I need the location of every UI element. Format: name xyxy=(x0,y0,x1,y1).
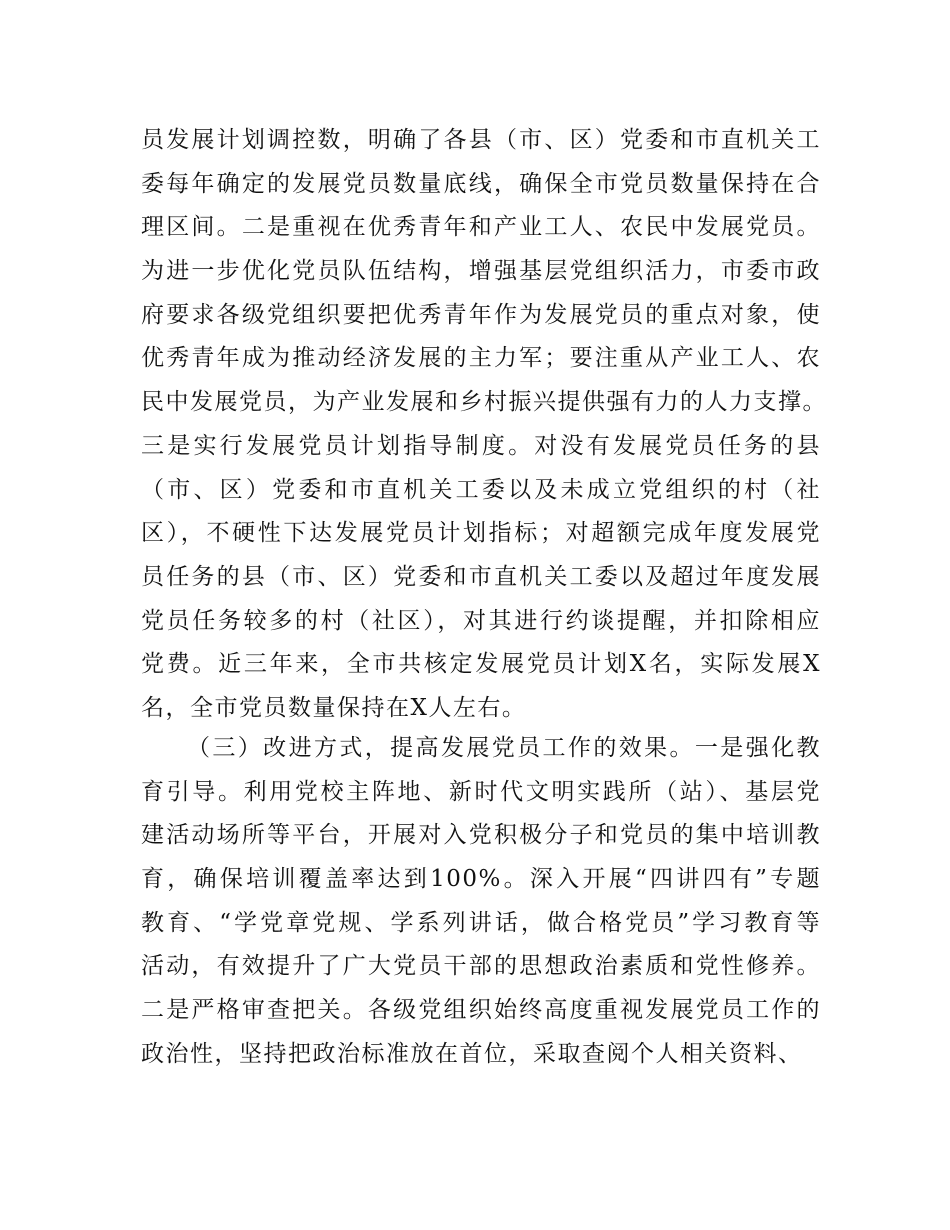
paragraph-2-line: 育，确保培训覆盖率达到100%。深入开展“四讲四有”专题 xyxy=(141,866,821,893)
paragraph-1-line: 党费。近三年来，全市共核定发展党员计划X名，实际发展X xyxy=(141,651,821,678)
paragraph-1-line: 名，全市党员数量保持在X人左右。 xyxy=(141,694,527,721)
paragraph-2-line: （三）改进方式，提高发展党员工作的效果。一是强化教 xyxy=(187,735,821,761)
paragraph-1-line: （市、区）党委和市直机关工委以及未成立党组织的村（社 xyxy=(141,476,821,503)
paragraph-2-line: 育引导。利用党校主阵地、新时代文明实践所（站）、基层党 xyxy=(141,778,821,805)
paragraph-2-line: 政治性，坚持把政治标准放在首位，采取查阅个人相关资料、 xyxy=(141,1040,803,1067)
paragraph-1-line: 委每年确定的发展党员数量底线，确保全市党员数量保持在合 xyxy=(141,170,821,197)
paragraph-1-line: 三是实行发展党员计划指导制度。对没有发展党员任务的县 xyxy=(141,432,821,459)
paragraph-1-line: 党员任务较多的村（社区），对其进行约谈提醒，并扣除相应 xyxy=(141,607,821,634)
paragraph-1-line: 民中发展党员，为产业发展和乡村振兴提供强有力的人力支撑。 xyxy=(141,389,827,416)
paragraph-1 xyxy=(141,119,827,731)
paragraph-1-line: 府要求各级党组织要把优秀青年作为发展党员的重点对象，使 xyxy=(141,301,821,328)
paragraph-2-line: 活动，有效提升了广大党员干部的思想政治素质和党性修养。 xyxy=(141,953,821,980)
paragraph-2-line: 二是严格审查把关。各级党组织始终高度重视发展党员工作的 xyxy=(141,997,821,1024)
paragraph-1-line: 为进一步优化党员队伍结构，增强基层党组织活力，市委市政 xyxy=(141,258,821,285)
paragraph-2-line: 教育、“学党章党规、学系列讲话，做合格党员”学习教育等 xyxy=(141,909,821,936)
paragraph-1-line: 员发展计划调控数，明确了各县（市、区）党委和市直机关工 xyxy=(141,127,821,153)
paragraph-1-line: 员任务的县（市、区）党委和市直机关工委以及超过年度发展 xyxy=(141,563,821,590)
paragraph-2-line: 建活动场所等平台，开展对入党积极分子和党员的集中培训教 xyxy=(141,822,821,849)
paragraph-2 xyxy=(141,727,821,1077)
paragraph-1-line: 理区间。二是重视在优秀青年和产业工人、农民中发展党员。 xyxy=(141,214,821,241)
paragraph-1-line: 优秀青年成为推动经济发展的主力军；要注重从产业工人、农 xyxy=(141,345,821,372)
paragraph-1-line: 区），不硬性下达发展党员计划指标；对超额完成年度发展党 xyxy=(141,520,821,547)
